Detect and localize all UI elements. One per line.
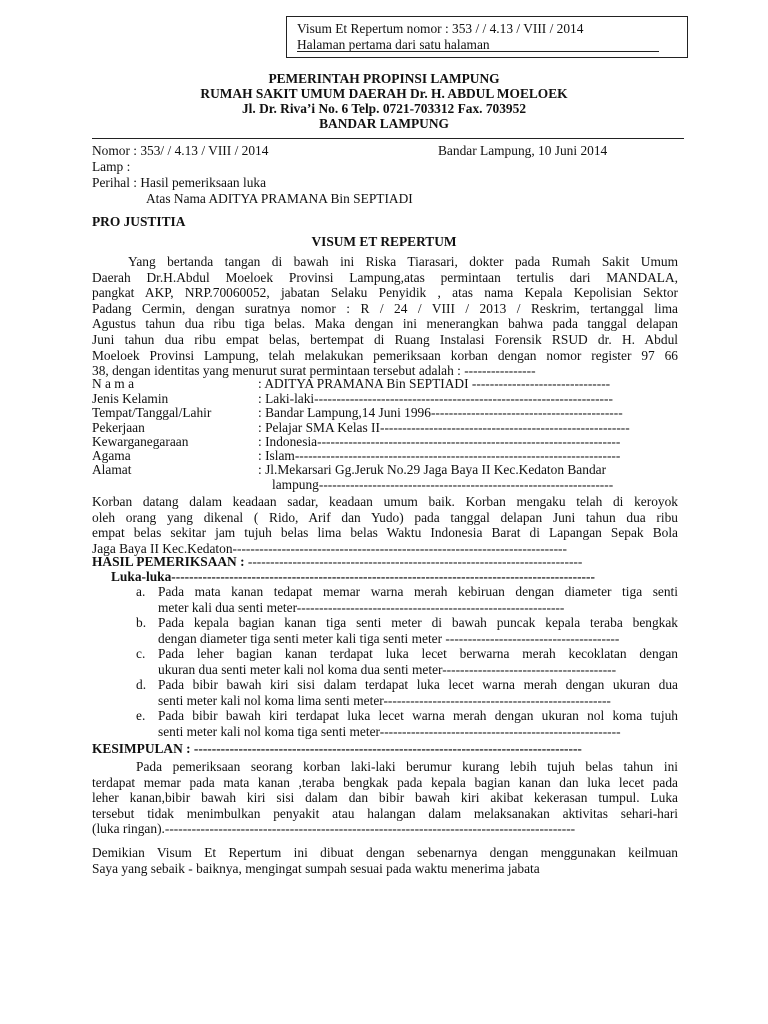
reference-box xyxy=(286,16,688,58)
letter-subject-name: Atas Nama ADITYA PRAMANA Bin SEPTIADI xyxy=(146,191,413,206)
intro-line: Moeloek Provinsi Lampung, telah melakukan pemeriksaan korban dengan nomor register 97 66 xyxy=(92,347,678,363)
wound-item-letter: d. xyxy=(136,677,147,692)
intro-line: Daerah Dr.H.Abdul Moeloek Provinsi Lampung,atas permintaan tertulis dari MANDALA, xyxy=(92,269,678,285)
letter-attachment: Lamp : xyxy=(92,159,131,174)
intro-line: pangkat AKP, NRP.70060052, jabatan Selaku Penyidik , atas nama Kepala Kepolisian Sektor xyxy=(92,285,678,301)
intro-line: Agustus tahun dua ribu tiga belas. Maka dengan ini menerangkan bahwa pada tanggal delapan xyxy=(92,316,678,332)
examination-heading-label: HASIL PEMERIKSAAN : xyxy=(92,554,245,569)
box-underline xyxy=(297,51,659,52)
wound-item-letter: e. xyxy=(136,708,146,723)
wounds-subheading: Luka-luka----------------------------------------------------------------------------------------------- xyxy=(111,569,595,584)
conclusion-line: tersebut tidak menimbulkan penyakit atau halangan dalam melaksanakan aktivitas sehari-hari xyxy=(92,805,678,821)
identity-value: : Pelajar SMA Kelas II-------------------------------------------------------- xyxy=(258,420,630,435)
intro-line: Padang Cermin, dengan suratnya nomor : R / 24 / VIII / 2013 / Reskrim, tertanggal lima xyxy=(92,300,678,316)
pro-justitia-label: PRO JUSTITIA xyxy=(92,214,186,229)
wound-item-letter: a. xyxy=(136,584,146,599)
identity-value: : Jl.Mekarsari Gg.Jeruk No.29 Jaga Baya II Kec.Kedaton Bandar xyxy=(258,462,607,477)
intro-line: Juni tahun dua ribu empat belas, bertempat di Ruang Instalasi Forensik RSUD dr. H. Abdul xyxy=(92,331,678,347)
intro-paragraph xyxy=(92,254,678,379)
identity-label: N a m a xyxy=(92,376,135,391)
wound-item xyxy=(158,646,678,677)
identity-value: : Bandar Lampung,14 Juni 1996------------------------------------------- xyxy=(258,405,623,420)
reference-number: Visum Et Repertum nomor : 353 / / 4.13 / VIII / 2014 xyxy=(297,21,584,36)
wound-item xyxy=(158,708,678,739)
identity-value: : Islam------------------------------------------------------------------------- xyxy=(258,448,621,463)
closing-paragraph xyxy=(92,845,678,876)
identity-label: Kewarganegaraan xyxy=(92,434,189,449)
conclusion-line: Pada pemeriksaan seorang korban laki-laki berumur kurang lebih tujuh belas tahun ini xyxy=(136,759,678,774)
wound-item-line: dengan diameter tiga senti meter kali tiga senti meter --------------------------------------- xyxy=(158,630,620,646)
identity-value-continued: lampung------------------------------------------------------------------ xyxy=(272,477,614,492)
intro-line: Yang bertanda tangan di bawah ini Riska Tiarasari, dokter pada Rumah Sakit Umum xyxy=(128,254,678,269)
intro-line: 38, dengan identitas yang menurut surat permintaan tersebut adalah : ---------------- xyxy=(92,363,536,379)
examination-heading-dashes: --------------------------------------------------------------------------- xyxy=(244,554,583,569)
conclusion-paragraph xyxy=(92,759,678,837)
identity-label: Pekerjaan xyxy=(92,420,145,435)
letterhead-government: PEMERINTAH PROPINSI LAMPUNG xyxy=(268,71,500,86)
wound-item-line: Pada mata kanan tedapat memar warna merah kebiruan dengan diameter tiga senti xyxy=(158,584,678,599)
letterhead-address: Jl. Dr. Riva’i No. 6 Telp. 0721-703312 Fax. 703952 xyxy=(241,101,527,116)
victim-line: Jaga Baya II Kec.Kedaton--------------------------------------------------------------------------- xyxy=(92,540,567,556)
wound-item-letter: c. xyxy=(136,646,146,661)
identity-label: Agama xyxy=(92,448,131,463)
letter-number: Nomor : 353/ / 4.13 / VIII / 2014 xyxy=(92,143,269,158)
letter-place-date: Bandar Lampung, 10 Juni 2014 xyxy=(438,143,608,158)
identity-value: : Laki-laki------------------------------------------------------------------- xyxy=(258,391,613,406)
letter-subject: Perihal : Hasil pemeriksaan luka xyxy=(92,175,267,190)
closing-line: Demikian Visum Et Repertum ini dibuat dengan sebenarnya dengan menggunakan keilmuan xyxy=(92,845,678,860)
letterhead-divider xyxy=(92,138,684,139)
wound-item-line: Pada bibir bawah kiri sisi dalam terdapat luka lecet warna merah dengan ukuran dua xyxy=(158,677,678,692)
wound-item-line: senti meter kali nol koma tiga senti meter------------------------------------------------------ xyxy=(158,723,621,739)
victim-paragraph xyxy=(92,494,678,556)
identity-label: Tempat/Tanggal/Lahir xyxy=(92,405,212,420)
wound-item-letter: b. xyxy=(136,615,147,630)
wound-item-line: senti meter kali nol koma lima senti meter--------------------------------------------------- xyxy=(158,692,611,708)
victim-line: empat belas sekitar jam tujuh belas lima belas Waktu Indonesia Barat di Lapangan Sepak Bola xyxy=(92,525,678,541)
wound-item-line: ukuran dua senti meter kali nol koma dua senti meter--------------------------------------- xyxy=(158,661,617,677)
wound-item xyxy=(158,677,678,708)
identity-value: : Indonesia-------------------------------------------------------------------- xyxy=(258,434,621,449)
wound-item xyxy=(158,615,678,646)
conclusion-heading: KESIMPULAN : --------------------------------------------------------------------------------------- xyxy=(92,741,582,756)
conclusion-line: terdapat memar pada mata kanan ,teraba bengkak pada kepala bagian kanan dan luka lecet pada xyxy=(92,774,678,790)
wound-item-line: Pada leher bagian kanan terdapat luka lecet berwarna merah kecoklatan dengan xyxy=(158,646,678,661)
closing-line: Saya yang sebaik - baiknya, mengingat sumpah sesuai pada waktu menerima jabata xyxy=(92,860,540,876)
wound-item-line: Pada bibir bawah kiri terdapat luka lecet warna merah dengan ukuran nol koma tujuh xyxy=(158,708,678,723)
conclusion-line: (luka ringan).-------------------------------------------------------------------------------------------- xyxy=(92,821,576,837)
wound-item-line: Pada kepala bagian kanan tiga senti meter di bawah puncak kepala teraba bengkak xyxy=(158,615,678,630)
letterhead-hospital: RUMAH SAKIT UMUM DAERAH Dr. H. ABDUL MOELOEK xyxy=(200,86,568,101)
victim-line: Korban datang dalam keadaan sadar, keadaan umum baik. Korban mengaku telah di keroyok xyxy=(92,494,678,509)
document-title: VISUM ET REPERTUM xyxy=(311,234,457,249)
examination-heading xyxy=(92,554,582,570)
page-indicator: Halaman pertama dari satu halaman xyxy=(297,37,490,52)
letterhead-city: BANDAR LAMPUNG xyxy=(319,116,449,131)
victim-line: oleh orang yang dikenal ( Rido, Arif dan Yudo) pada tanggal delapan Juni tahun dua ribu xyxy=(92,509,678,525)
identity-label: Jenis Kelamin xyxy=(92,391,169,406)
wound-item-line: meter kali dua senti meter------------------------------------------------------------ xyxy=(158,599,565,615)
conclusion-line: leher kanan,bibir bawah kiri sisi dalam dan bibir bawah kiri akibat kekerasan tumpul. Luka xyxy=(92,790,678,806)
identity-value: : ADITYA PRAMANA Bin SEPTIADI ------------------------------- xyxy=(258,376,611,391)
identity-label: Alamat xyxy=(92,462,132,477)
wound-item xyxy=(158,584,678,615)
